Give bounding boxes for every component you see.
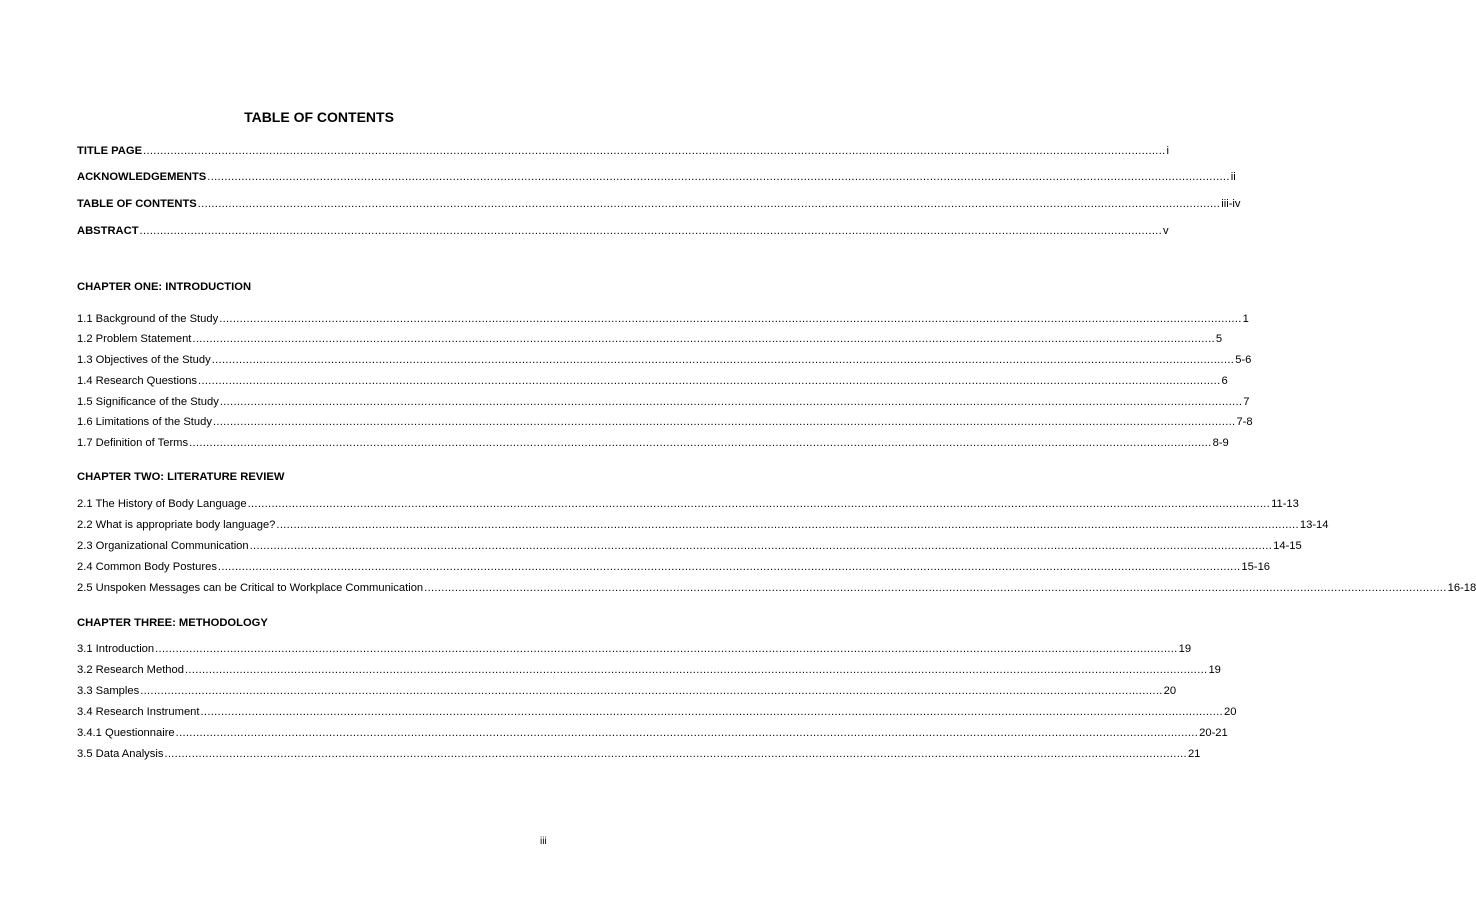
- toc-entry-label: 1.1 Background of the Study: [77, 313, 219, 325]
- toc-entry-page: 16-18: [1447, 582, 1476, 594]
- leader-dots: ............................................................................................................................................................................................................................................................................................................: [155, 643, 1178, 655]
- toc-entry: [77, 372, 1228, 388]
- toc-entry: [77, 703, 1237, 719]
- toc-entry: [77, 682, 1177, 698]
- leader-dots: ............................................................................................................................................................................................................................................................................................................: [164, 748, 1187, 760]
- leader-dots: ............................................................................................................................................................................................................................................................................................................: [211, 354, 1235, 366]
- toc-entry-label: ACKNOWLEDGEMENTS: [77, 171, 207, 183]
- leader-dots: ............................................................................................................................................................................................................................................................................................................: [217, 561, 1241, 573]
- toc-entry-label: 3.2 Research Method: [77, 664, 184, 676]
- toc-entry-label: TABLE OF CONTENTS: [77, 198, 197, 210]
- toc-entry: [77, 745, 1201, 761]
- toc-entry-page: 6: [1221, 375, 1228, 387]
- toc-entry-label: 1.2 Problem Statement: [77, 333, 192, 345]
- leader-dots: ............................................................................................................................................................................................................................................................................................................: [424, 582, 1447, 594]
- toc-entry: [77, 393, 1250, 409]
- toc-entry-label: 2.5 Unspoken Messages can be Critical to Workplace Communication: [77, 582, 424, 594]
- toc-entry-label: TITLE PAGE: [77, 145, 143, 157]
- toc-entry-page: iii-iv: [1221, 198, 1241, 210]
- toc-entry-label: 2.1 The History of Body Language: [77, 498, 247, 510]
- toc-entry-label: 1.3 Objectives of the Study: [77, 354, 211, 366]
- toc-entry-label: 3.4.1 Questionnaire: [77, 727, 175, 739]
- toc-entry-page: 15-16: [1241, 561, 1271, 573]
- toc-entry-label: 1.6 Limitations of the Study: [77, 416, 212, 428]
- leader-dots: ............................................................................................................................................................................................................................................................................................................: [207, 171, 1230, 183]
- toc-entry: [77, 351, 1252, 367]
- toc-entry-page: 7-8: [1236, 416, 1253, 428]
- toc-entry-title-page: [77, 142, 1170, 158]
- toc-entry-page: 13-14: [1299, 519, 1329, 531]
- toc-entry-page: 20: [1163, 685, 1177, 697]
- leader-dots: ............................................................................................................................................................................................................................................................................................................: [219, 313, 1242, 325]
- leader-dots: ............................................................................................................................................................................................................................................................................................................: [212, 416, 1236, 428]
- leader-dots: ............................................................................................................................................................................................................................................................................................................: [139, 225, 1163, 237]
- toc-entry-page: ii: [1230, 171, 1236, 183]
- chapter-heading: CHAPTER ONE: INTRODUCTION: [77, 281, 252, 293]
- toc-entry: [77, 537, 1302, 553]
- toc-entry-label: 3.1 Introduction: [77, 643, 155, 655]
- toc-entry: [77, 516, 1329, 532]
- toc-entry-label: 3.3 Samples: [77, 685, 140, 697]
- toc-entry-page: 5-6: [1235, 354, 1252, 366]
- toc-entry-page: 19: [1208, 664, 1221, 676]
- toc-entry: [77, 661, 1221, 677]
- leader-dots: ............................................................................................................................................................................................................................................................................................................: [192, 333, 1215, 345]
- toc-entry-table-of-contents: [77, 195, 1241, 211]
- toc-entry: [77, 330, 1223, 346]
- toc-entry: [77, 558, 1271, 574]
- toc-entry: [77, 413, 1253, 429]
- toc-entry-acknowledgements: [77, 168, 1236, 184]
- toc-entry: [77, 310, 1249, 326]
- toc-entry: [77, 640, 1192, 656]
- leader-dots: ............................................................................................................................................................................................................................................................................................................: [276, 519, 1299, 531]
- toc-entry-label: 3.5 Data Analysis: [77, 748, 164, 760]
- toc-entry-page: 11-13: [1271, 498, 1299, 510]
- toc-entry-label: 1.7 Definition of Terms: [77, 437, 189, 449]
- chapter-heading: CHAPTER THREE: METHODOLOGY: [77, 617, 268, 629]
- leader-dots: ............................................................................................................................................................................................................................................................................................................: [219, 396, 1243, 408]
- toc-entry: [77, 434, 1229, 450]
- page-number: iii: [540, 836, 547, 847]
- toc-entry: [77, 579, 1476, 595]
- toc-entry-page: 21: [1187, 748, 1201, 760]
- toc-entry-label: 2.2 What is appropriate body language?: [77, 519, 276, 531]
- toc-entry-label: 2.4 Common Body Postures: [77, 561, 217, 573]
- leader-dots: ............................................................................................................................................................................................................................................................................................................: [189, 437, 1212, 449]
- toc-entry-page: i: [1166, 145, 1170, 157]
- toc-entry-page: v: [1163, 225, 1169, 237]
- leader-dots: ............................................................................................................................................................................................................................................................................................................: [200, 706, 1223, 718]
- toc-entry-page: 1: [1242, 313, 1249, 325]
- toc-entry-label: 1.4 Research Questions: [77, 375, 198, 387]
- toc-entry-page: 8-9: [1212, 437, 1229, 449]
- toc-entry-label: ABSTRACT: [77, 225, 139, 237]
- toc-entry-page: 20-21: [1199, 727, 1228, 739]
- leader-dots: ............................................................................................................................................................................................................................................................................................................: [175, 727, 1199, 739]
- toc-entry-page: 14-15: [1273, 540, 1302, 552]
- toc-entry-page: 20: [1223, 706, 1237, 718]
- toc-entry-page: 7: [1243, 396, 1250, 408]
- leader-dots: ............................................................................................................................................................................................................................................................................................................: [249, 540, 1273, 552]
- chapter-heading: CHAPTER TWO: LITERATURE REVIEW: [77, 471, 285, 483]
- toc-entry-page: 19: [1178, 643, 1192, 655]
- toc-entry-abstract: [77, 222, 1169, 238]
- leader-dots: ............................................................................................................................................................................................................................................................................................................: [198, 375, 1221, 387]
- toc-entry-label: 3.4 Research Instrument: [77, 706, 200, 718]
- toc-entry-label: 2.3 Organizational Communication: [77, 540, 249, 552]
- leader-dots: ............................................................................................................................................................................................................................................................................................................: [140, 685, 1163, 697]
- toc-entry-label: 1.5 Significance of the Study: [77, 396, 219, 408]
- toc-entry: [77, 495, 1299, 511]
- leader-dots: ............................................................................................................................................................................................................................................................................................................: [184, 664, 1208, 676]
- toc-entry: [77, 724, 1228, 740]
- leader-dots: ............................................................................................................................................................................................................................................................................................................: [247, 498, 1271, 510]
- toc-entry-page: 5: [1215, 333, 1223, 345]
- toc-title: TABLE OF CONTENTS: [244, 109, 394, 125]
- leader-dots: ............................................................................................................................................................................................................................................................................................................: [143, 145, 1166, 157]
- leader-dots: ............................................................................................................................................................................................................................................................................................................: [197, 198, 1221, 210]
